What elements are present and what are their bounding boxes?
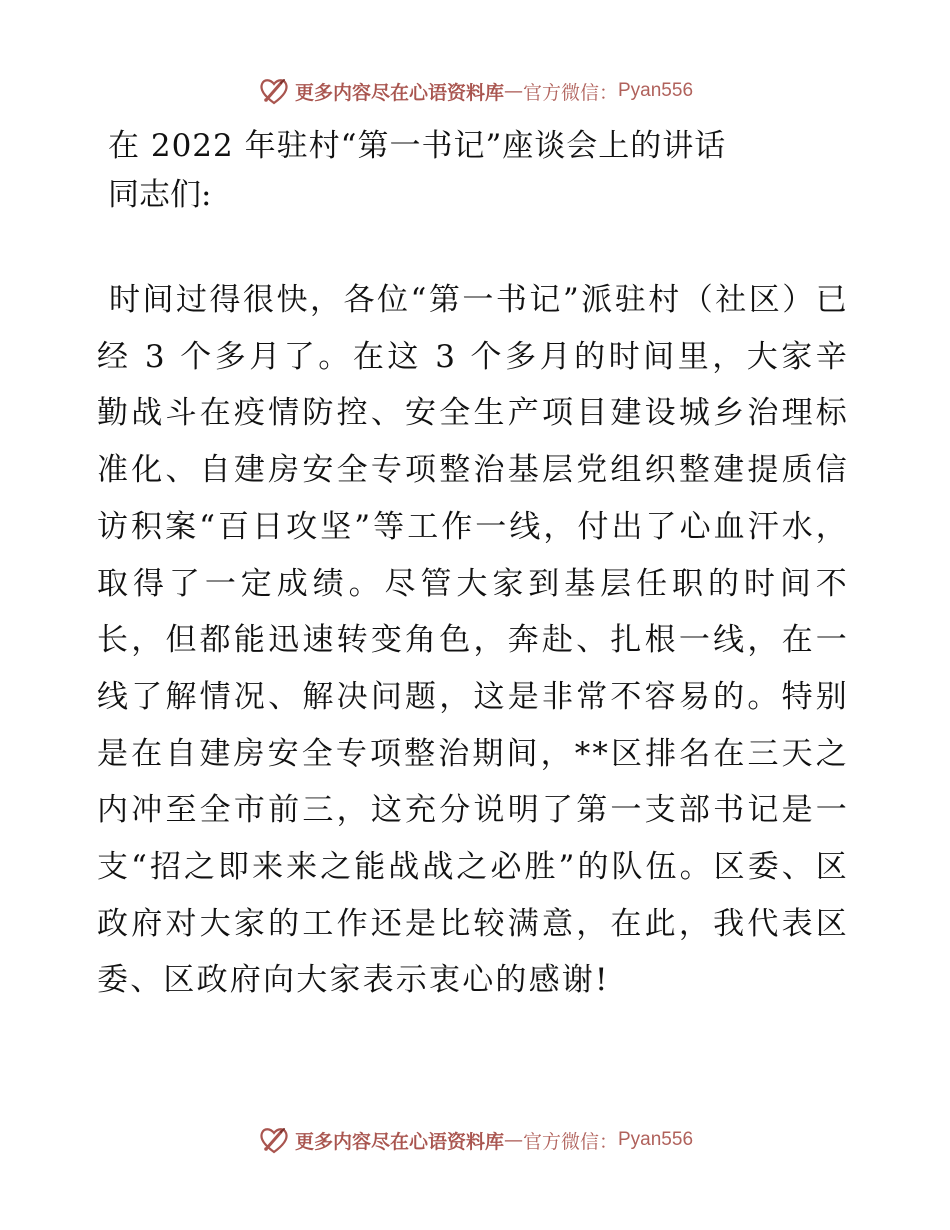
watermark-wechat-id: Pyan556 — [618, 80, 694, 101]
watermark-wechat-label: 官方微信： — [522, 81, 618, 104]
watermark-dash: — — [503, 80, 523, 102]
watermark-brand: 更多内容尽在心语资料库 — [294, 81, 504, 104]
heart-pen-icon — [257, 74, 291, 108]
footer-watermark — [0, 1120, 950, 1160]
watermark-wechat-label: 官方微信： — [522, 1130, 618, 1153]
watermark-dash: — — [503, 1129, 523, 1151]
body-paragraph: 时间过得很快，各位“第一书记”派驻村（社区）已经 3 个多月了。在这 3 个多月的时间里，大家辛勤战斗在疫情防控、安全生产项目建设城乡治理标准化、自建房安全专项整治基层党组织整建提质信访积案“百日攻坚”等工作一线，付出了心血汗水，取得了一定成绩。尽管大家到基层任职的时间不长，但都能迅速转变角色，奔赴、扎根一线，在一线了解情况、解决问题，这是非常不容易的。特别是在自建房安全专项整治期间，**区排名在三天之内冲至全市前三，这充分说明了第一支部书记是一支“招之即来来之能战战之必胜”的队伍。区委、区政府对大家的工作还是比较满意，在此，我代表区委、区政府向大家表示衷心的感谢! — [97, 282, 849, 999]
document-title: 在 2022 年驻村“第一书记”座谈会上的讲话 — [108, 128, 727, 164]
header-watermark — [0, 71, 950, 111]
watermark-wechat-id: Pyan556 — [618, 1129, 694, 1150]
heart-pen-icon — [257, 1123, 291, 1157]
salutation: 同志们: — [108, 177, 212, 213]
watermark-brand: 更多内容尽在心语资料库 — [294, 1130, 504, 1153]
